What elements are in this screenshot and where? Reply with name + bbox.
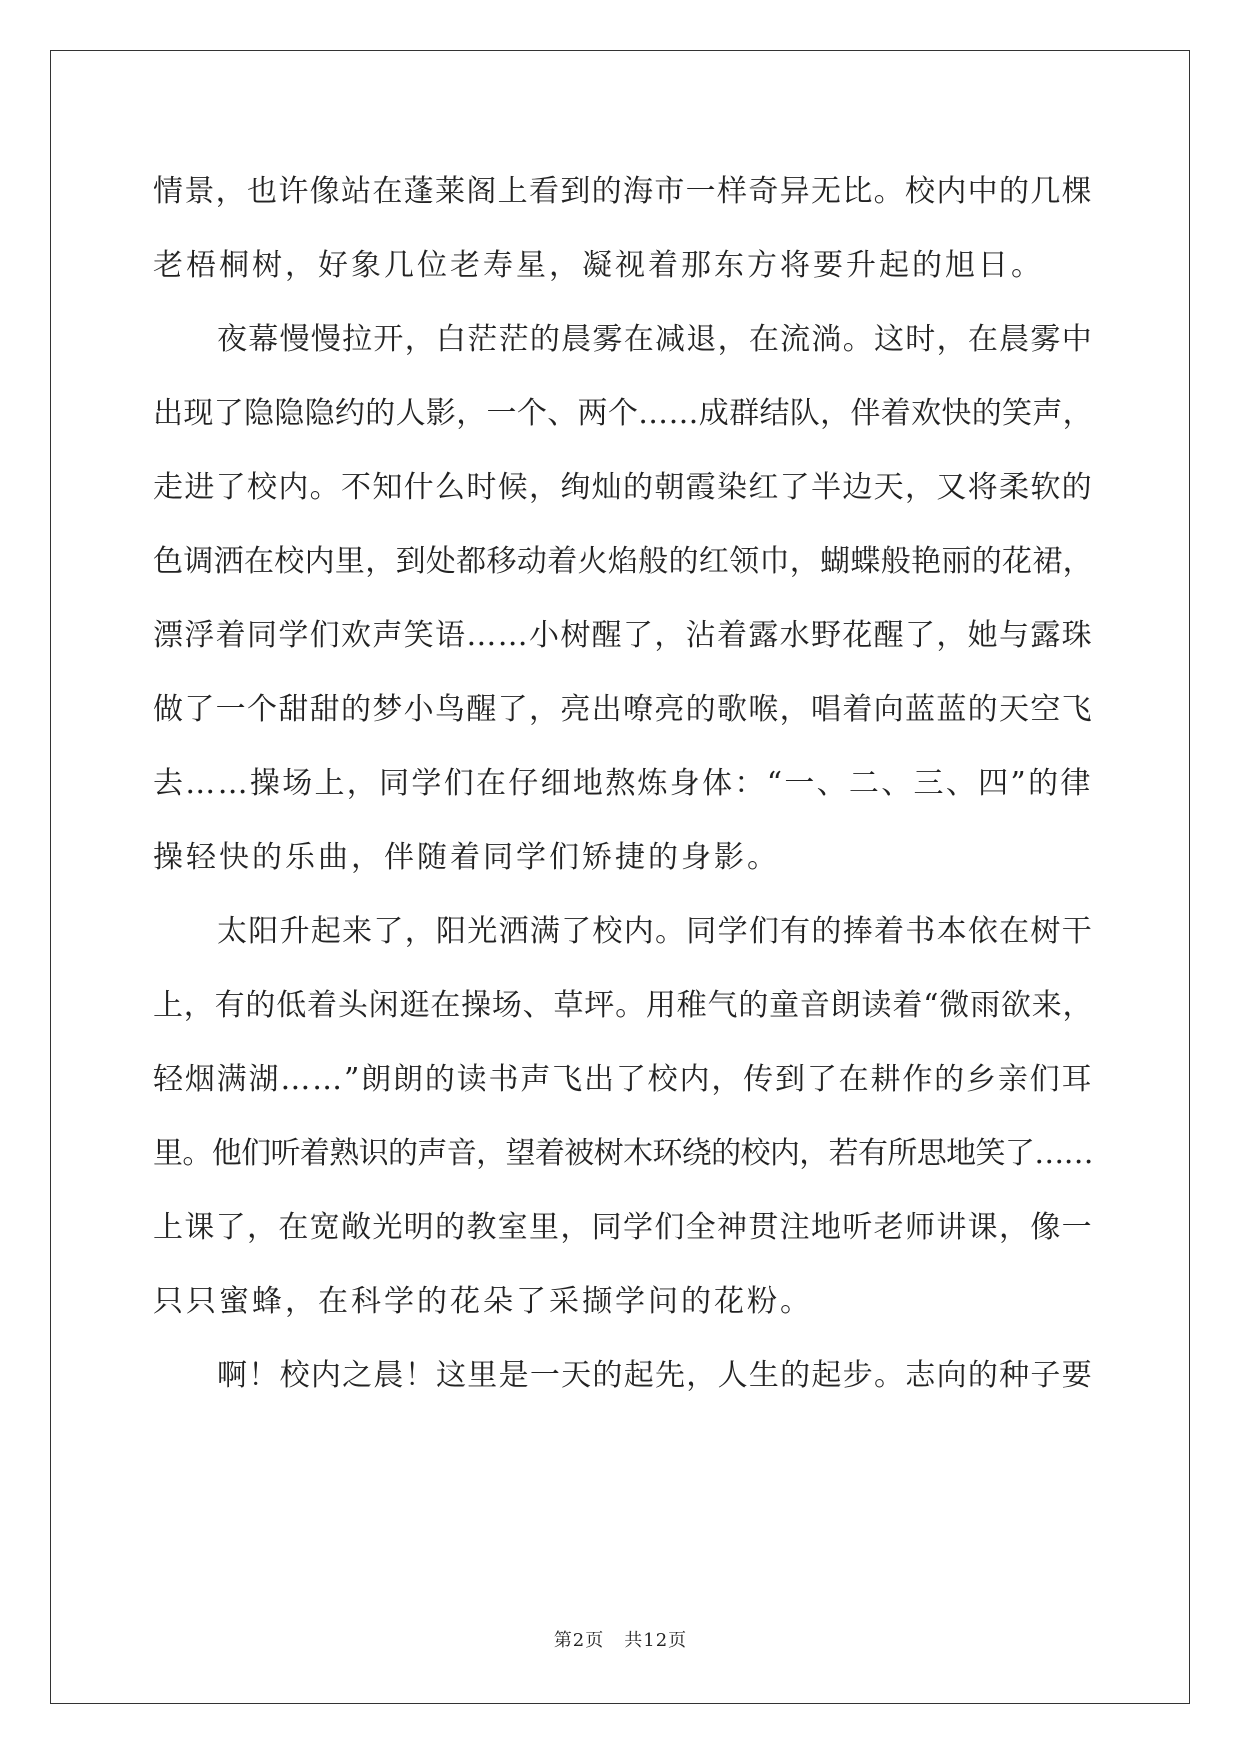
text-line: 去……操场上，同学们在仔细地熬炼身体：“一、二、三、四”的律 <box>153 766 1093 801</box>
text-line: 色调洒在校内里，到处都移动着火焰般的红领巾，蝴蝶般艳丽的花裙， <box>153 544 1093 579</box>
text-line: 走进了校内。不知什么时候，绚灿的朝霞染红了半边天，又将柔软的 <box>153 470 1093 505</box>
text-line: 里。他们听着熟识的声音，望着被树木环绕的校内，若有所思地笑了…… <box>153 1136 1093 1171</box>
text-line: 轻烟满湖……”朗朗的读书声飞出了校内，传到了在耕作的乡亲们耳 <box>153 1062 1094 1097</box>
text-line: 只只蜜蜂，在科学的花朵了采撷学问的花粉。 <box>153 1284 813 1319</box>
text-line: 夜幕慢慢拉开，白茫茫的晨雾在减退，在流淌。这时，在晨雾中 <box>217 322 1093 357</box>
text-line: 太阳升起来了，阳光洒满了校内。同学们有的捧着书本依在树干 <box>217 914 1093 949</box>
text-line: 上课了，在宽敞光明的教室里，同学们全神贯注地听老师讲课，像一 <box>153 1210 1093 1245</box>
text-line: 做了一个甜甜的梦小鸟醒了，亮出嘹亮的歌喉，唱着向蓝蓝的天空飞 <box>153 692 1093 727</box>
page-total: 共12页 <box>624 1630 688 1651</box>
text-line: 漂浮着同学们欢声笑语……小树醒了，沾着露水野花醒了，她与露珠 <box>153 618 1093 653</box>
text-line: 啊！校内之晨！这里是一天的起先，人生的起步。志向的种子要 <box>217 1358 1093 1393</box>
text-line: 操轻快的乐曲，伴随着同学们矫捷的身影。 <box>153 840 780 875</box>
text-line: 上，有的低着头闲逛在操场、草坪。用稚气的童音朗读着“微雨欲来， <box>153 988 1094 1023</box>
text-line: 情景，也许像站在蓬莱阁上看到的海市一样奇异无比。校内中的几棵 <box>153 174 1093 209</box>
page-number: 第2页 <box>553 1630 605 1651</box>
text-line: 出现了隐隐隐约的人影，一个、两个……成群结队，伴着欢快的笑声， <box>153 396 1093 431</box>
text-line: 老梧桐树，好象几位老寿星，凝视着那东方将要升起的旭日。 <box>153 248 1044 283</box>
document-body <box>153 155 1093 1413</box>
page-footer <box>0 1626 1241 1652</box>
